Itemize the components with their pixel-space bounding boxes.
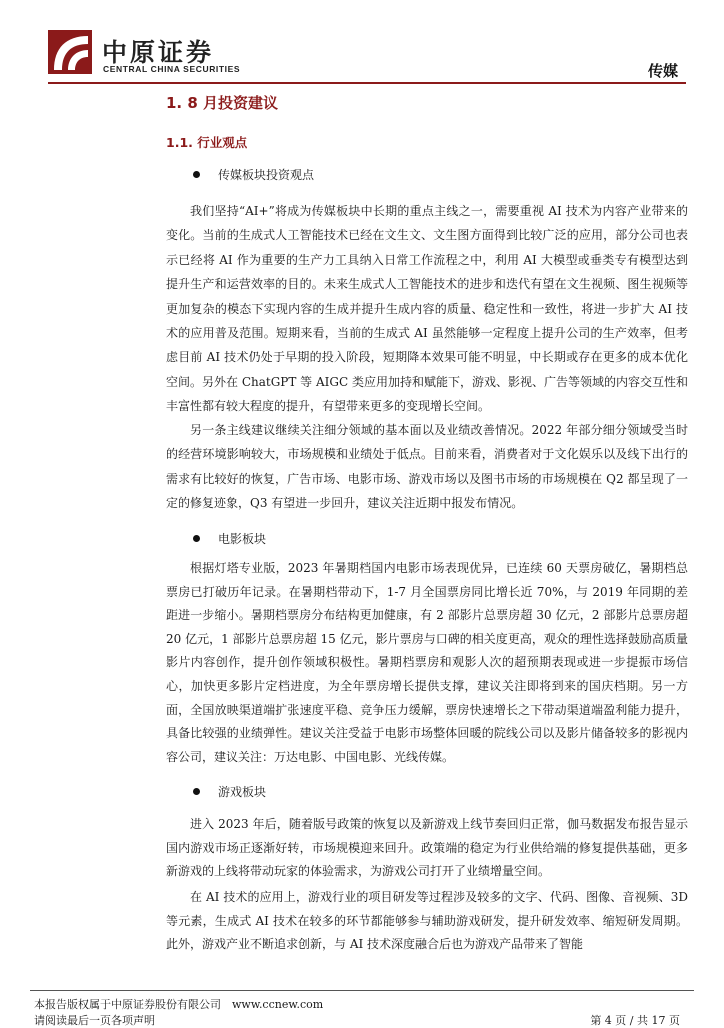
subsection-title: 1.1. 行业观点	[166, 135, 248, 150]
bullet-label: 传媒板块投资观点	[218, 168, 315, 182]
footer-divider	[30, 990, 694, 991]
footer-copyright: 本报告版权属于中原证券股份有限公司 www.ccnew.com	[34, 998, 324, 1011]
company-logo-icon	[48, 30, 92, 74]
paragraph: 进入 2023 年后，随着版号政策的恢复以及新游戏上线节奏回归正常，伽马数据发布报告显示国内游戏市场正逐渐好转，市场规模迎来回升。政策端的稳定为行业供给端的修复提供基础，更多新游戏的上线将带动玩家的体验需求，为游戏公司打开了业绩增量空间。	[166, 817, 688, 879]
brand-name-cn: 中原证券	[102, 38, 215, 67]
bullet-label: 电影板块	[218, 532, 267, 546]
bullet-dot-icon	[193, 788, 200, 795]
paragraph: 根据灯塔专业版，2023 年暑期档国内电影市场表现优异，已连续 60 天票房破亿，暑期档总票房已打破历年记录。在暑期档带动下，1-7 月全国票房同比增长近 70%，与 2019 年同期的差距进一步缩小。暑期档票房分布结构更加健康，有 2 部影片总票房超 30 亿元，2 部影片总票房超 20 亿元，1 部影片总票房超 15 亿元，影片票房与口碑的相关度更高，观众的理性选择鼓励高质量影片内容创作，提升创作领域积极性。暑期档票房和观影人次的超预期表现或进一步提振市场信心，加快更多影片定档进度，为全年票房增长提供支撑，建议关注即将到来的国庆档期。另一方面，全国放映渠道端扩张速度平稳、竞争压力缓解，票房快速增长之下带动渠道端盈利能力提升，具备比较强的业绩弹性。建议关注受益于电影市场整体回暖的院线公司以及影片储备较多的影视内容公司，建议关注：万达电影、中国电影、光线传媒。	[166, 561, 688, 764]
page-number: 第 4 页 / 共 17 页	[590, 1014, 680, 1027]
bullet-dot-icon	[193, 171, 200, 178]
bullet-media-sector	[193, 166, 314, 183]
paragraph: 另一条主线建议继续关注细分领域的基本面以及业绩改善情况。2022 年部分细分领域受当时的经营环境影响较大，市场规模和业绩处于低点。目前来看，消费者对于文化娱乐以及线下出行的需求有比较好的恢复，广告市场、电影市场、游戏市场以及图书市场的市场规模在 Q2 都呈现了一定的修复迹象，Q3 有望进一步回升，建议关注近期中报发布情况。	[166, 423, 688, 511]
bullet-film-sector	[193, 530, 266, 547]
paragraph: 我们坚持“AI+”将成为传媒板块中长期的重点主线之一，需要重视 AI 技术为内容产业带来的变化。当前的生成式人工智能技术已经在文生文、文生图方面得到比较广泛的应用，部分公司也表示已经将 AI 作为重要的生产力工具纳入日常工作流程之中，利用 AI 大模型或垂类专有模型达到提升生产和运营效率的目的。未来生成式人工智能技术的进步和迭代有望在文生视频、图生视频等更加复杂的模态下实现内容的生成并提升生成内容的质量、稳定性和一致性，将进一步扩大 AI 技术的应用普及范围。短期来看，当前的生成式 AI 虽然能够一定程度上提升公司的生产效率，但考虑目前 AI 技术仍处于早期的投入阶段，短期降本效果可能不明显，中长期或存在更多的成本优化空间。另外在 ChatGPT 等 AIGC 类应用加持和赋能下，游戏、影视、广告等领域的内容交互性和丰富性都有较大程度的提升，有望带来更多的变现增长空间。	[166, 204, 688, 414]
section-title: 1. 8 月投资建议	[166, 94, 279, 112]
bullet-game-sector	[193, 783, 266, 800]
sector-label: 传媒	[647, 62, 678, 80]
header-divider	[48, 82, 686, 84]
paragraph: 在 AI 技术的应用上，游戏行业的项目研发等过程涉及较多的文字、代码、图像、音视频、3D 等元素，生成式 AI 技术在较多的环节都能够参与辅助游戏研发，提升研发效率、缩短研发周期。此外，游戏产业不断追求创新，与 AI 技术深度融合后也为游戏产品带来了智能	[166, 890, 688, 952]
footer-disclaimer: 请阅读最后一页各项声明	[34, 1014, 155, 1027]
bullet-dot-icon	[193, 535, 200, 542]
brand-name-en: CENTRAL CHINA SECURITIES	[103, 64, 241, 74]
page-header	[0, 0, 724, 90]
bullet-label: 游戏板块	[218, 785, 267, 799]
